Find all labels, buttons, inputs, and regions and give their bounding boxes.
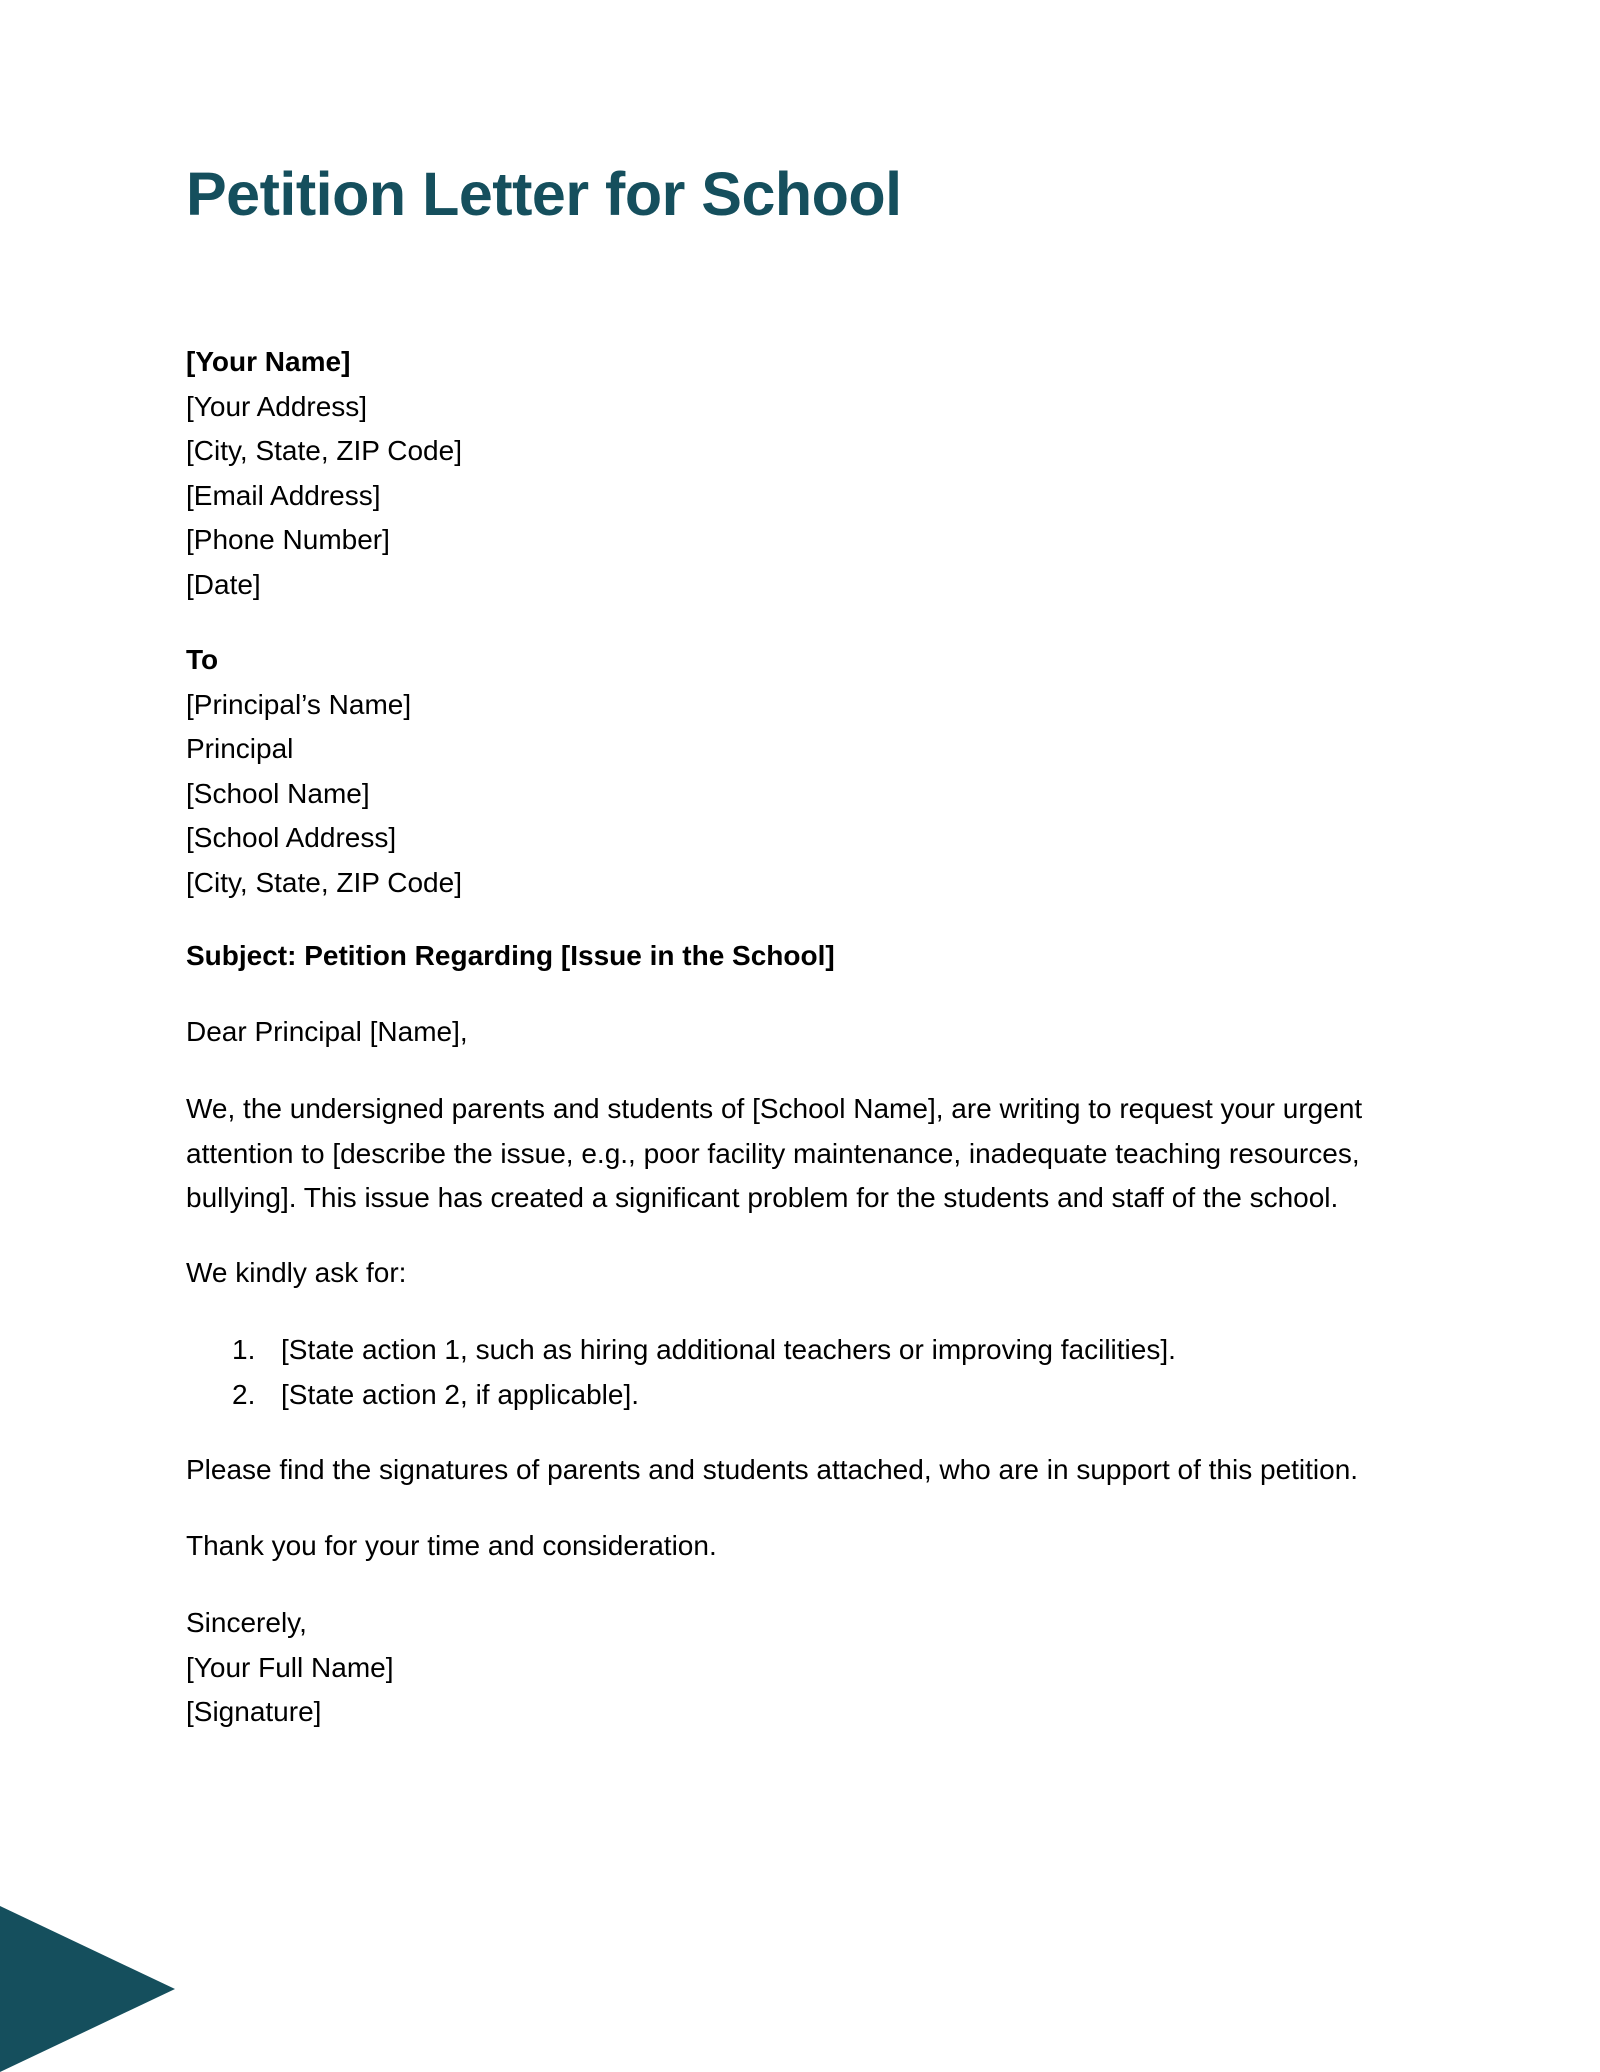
list-item — [186, 1373, 1176, 1418]
ask-intro: We kindly ask for: — [186, 1257, 407, 1288]
salutation: Dear Principal [Name], — [186, 1016, 468, 1047]
corner-triangle-decoration — [0, 1906, 175, 2072]
sender-address: [Your Address] — [186, 390, 368, 422]
recipient-school-address: [School Address] — [186, 822, 397, 853]
sender-email: [Email Address] — [186, 479, 381, 511]
recipient-block — [186, 638, 462, 905]
subject-line: Subject: Petition Regarding [Issue in the School] — [186, 940, 835, 971]
sender-block — [186, 340, 462, 607]
recipient-role: Principal — [186, 733, 294, 764]
recipient-city-state-zip: [City, State, ZIP Code] — [186, 866, 462, 898]
list-item-number: 2. — [232, 1378, 256, 1410]
closing-block — [186, 1601, 394, 1735]
closing-sign-off: Sincerely, — [186, 1607, 307, 1638]
recipient-school-name: [School Name] — [186, 777, 370, 809]
body-paragraph: We, the undersigned parents and students of [School Name], are writing to request your urgent attention to [describe the issue, e.g., poor facility maintenance, inadequate teaching resources, bullying]. This issue has created a significant problem for the students and staff of the school. — [186, 1093, 1363, 1213]
page-title: Petition Letter for School — [186, 160, 902, 228]
recipient-principal-name: [Principal’s Name] — [186, 688, 412, 720]
sender-phone: [Phone Number] — [186, 524, 390, 555]
thanks-line: Thank you for your time and consideration. — [186, 1530, 717, 1561]
support-line: Please find the signatures of parents and students attached, who are in support of this petition. — [186, 1454, 1359, 1485]
action-list — [186, 1328, 1176, 1417]
closing-full-name: [Your Full Name] — [186, 1651, 394, 1683]
list-item-text: [State action 1, such as hiring additional teachers or improving facilities]. — [281, 1334, 1176, 1365]
corner-triangle-shape — [0, 1906, 175, 2072]
sender-date: [Date] — [186, 568, 261, 600]
closing-signature: [Signature] — [186, 1696, 322, 1727]
recipient-to-label: To — [186, 644, 219, 675]
list-item-number: 1. — [232, 1334, 256, 1365]
list-item — [186, 1328, 1176, 1373]
list-item-text: [State action 2, if applicable]. — [281, 1378, 639, 1410]
sender-name: [Your Name] — [186, 346, 351, 377]
sender-city-state-zip: [City, State, ZIP Code] — [186, 435, 462, 466]
